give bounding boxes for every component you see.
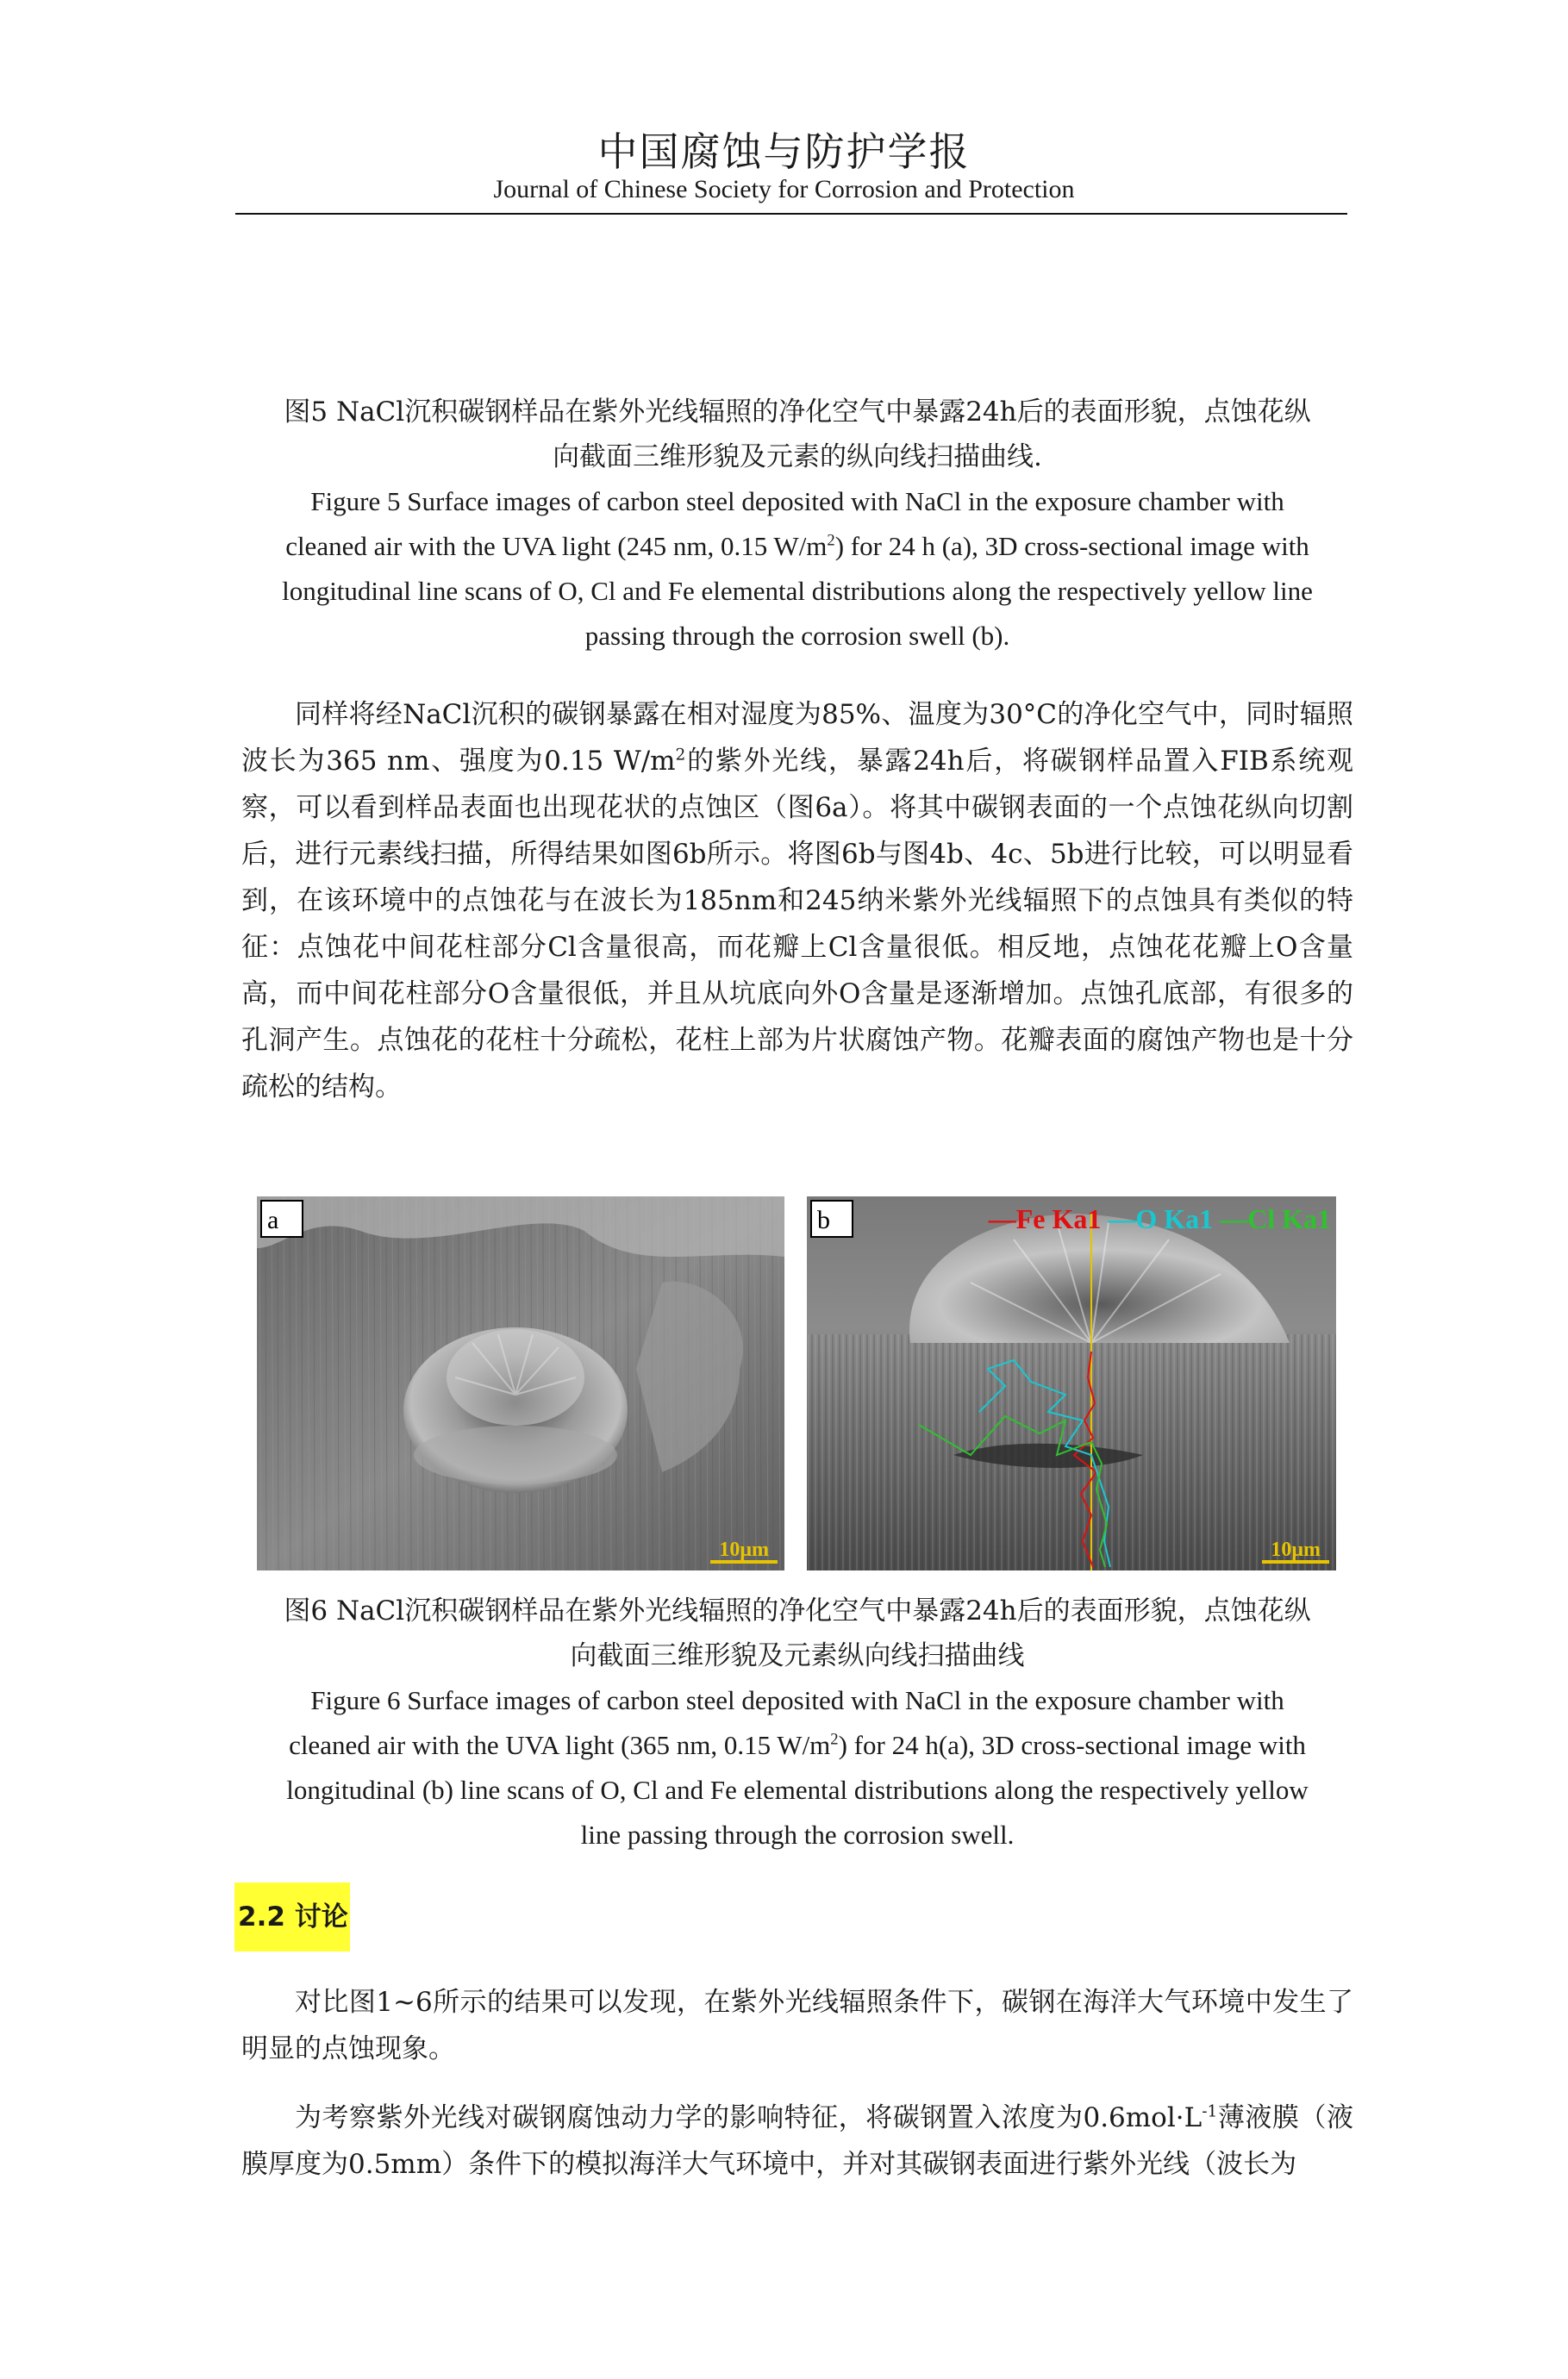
fig6-caption-en-line3: longitudinal (b) line scans of O, Cl and Fe elemental distributions along the respectively yellow [286, 1775, 1309, 1805]
paragraph-3-superscript: -1 [1202, 2102, 1218, 2121]
fig6-caption-en-line2 [241, 1723, 1353, 1768]
fig6-caption-cn-line2: 向截面三维形貌及元素纵向线扫描曲线 [570, 1640, 1025, 1671]
sem-image-surface [257, 1196, 784, 1570]
legend-fe-label: Fe Ka1 [1015, 1203, 1102, 1234]
fig5-caption-cn-line1: 图5 NaCl沉积碳钢样品在紫外光线辐照的净化空气中暴露24h后的表面形貌，点蚀花纵 [284, 396, 1311, 428]
journal-title-en: Journal of Chinese Society for Corrosion and Protection [493, 175, 1075, 203]
fig6-caption-en-line1: Figure 6 Surface images of carbon steel deposited with NaCl in the exposure chamber with [310, 1685, 1284, 1715]
fig5-caption-en-line2-b: ) for 24 h (a), 3D cross-sectional image with [834, 531, 1309, 561]
paragraph-3-text-a: 为考察紫外光线对碳钢腐蚀动力学的影响特征，将碳钢置入浓度为0.6mol·L [295, 2102, 1203, 2133]
legend-fe-swatch: — [988, 1203, 1016, 1234]
fig6-caption-cn-line1: 图6 NaCl沉积碳钢样品在紫外光线辐照的净化空气中暴露24h后的表面形貌，点蚀花纵 [284, 1595, 1311, 1627]
body-paragraph-2: 对比图1~6所示的结果可以发现，在紫外光线辐照条件下，碳钢在海洋大气环境中发生了明显的点蚀现象。 [241, 1987, 1353, 2064]
fig5-caption-cn-line2: 向截面三维形貌及元素的纵向线扫描曲线. [553, 441, 1042, 472]
legend-o-swatch: — [1108, 1203, 1136, 1234]
fig5-caption-en-line1: Figure 5 Surface images of carbon steel deposited with NaCl in the exposure chamber with [310, 486, 1284, 516]
fig6-caption-en-line2-b: ) for 24 h(a), 3D cross-sectional image with [838, 1730, 1306, 1760]
journal-title-cn: 中国腐蚀与防护学报 [597, 128, 971, 175]
fig5-caption-superscript: 2 [827, 531, 835, 550]
scale-bar-b: 10μm [1262, 1539, 1329, 1564]
fig6-caption [241, 1589, 1353, 1858]
sem-image-cross-section [807, 1196, 1336, 1570]
scale-bar-a: 10μm [710, 1539, 778, 1564]
fig6-caption-en-line2-a: cleaned air with the UVA light (365 nm, 0.15 W/m [289, 1730, 831, 1760]
header-divider [235, 213, 1347, 215]
legend-cl-swatch: — [1220, 1203, 1248, 1234]
line-scan-legend [989, 1203, 1331, 1235]
fig5-caption [241, 390, 1353, 659]
fig5-caption-en-line2 [241, 524, 1353, 569]
paragraph-3-text-b: 薄液膜（液膜厚度为0.5mm）条件下的模拟海洋大气环境中，并对其碳钢表面进行紫外光线（波长为 [241, 2102, 1353, 2180]
paragraph-1-superscript: 2 [675, 746, 686, 765]
panel-label-b: b [810, 1200, 853, 1238]
body-paragraph-3 [241, 2095, 1353, 2188]
panel-label-a: a [260, 1200, 303, 1238]
fig6-caption-en-line4: line passing through the corrosion swell. [580, 1820, 1015, 1850]
legend-o-label: O Ka1 [1135, 1203, 1214, 1234]
fig6-caption-superscript: 2 [830, 1730, 839, 1749]
fig6-panel-a [257, 1196, 784, 1570]
legend-cl-label: Cl Ka1 [1247, 1203, 1331, 1234]
fig6-panel-b [807, 1196, 1336, 1570]
paragraph-1-text-a: 同样将经NaCl沉积的碳钢暴露在相对湿度为85%、温度为30°C的净化空气中，同时辐照波长为365 nm、强度为0.15 W/m [241, 699, 1353, 777]
fig5-caption-en-line4: passing through the corrosion swell (b). [584, 621, 1010, 651]
paragraph-1-text-b: 的紫外光线，暴露24h后，将碳钢样品置入FIB系统观察，可以看到样品表面也出现花状的点蚀区（图6a）。将其中碳钢表面的一个点蚀花纵向切割后，进行元素线扫描，所得结果如图6b所示。将图6b与图4b、4c、5b进行比较，可以明显看到，在该环境中的点蚀花与在波长为185nm和245纳米紫外光线辐照下的点蚀具有类似的特征：点蚀花中间花柱部分Cl含量很高，而花瓣上Cl含量很低。相反地，点蚀花花瓣上O含量高，而中间花柱部分O含量很低，并且从坑底向外O含量是逐渐增加。点蚀孔底部，有很多的孔洞产生。点蚀花的花柱十分疏松，花柱上部为片状腐蚀产物。花瓣表面的腐蚀产物也是十分疏松的结构。 [241, 746, 1353, 1102]
body-paragraph-1 [241, 691, 1353, 1110]
section-heading: 2.2 讨论 [234, 1883, 350, 1951]
fig5-caption-en-line3: longitudinal line scans of O, Cl and Fe elemental distributions along the respectively yellow line [282, 576, 1313, 606]
fig5-caption-en-line2-a: cleaned air with the UVA light (245 nm, 0.15 W/m [285, 531, 828, 561]
